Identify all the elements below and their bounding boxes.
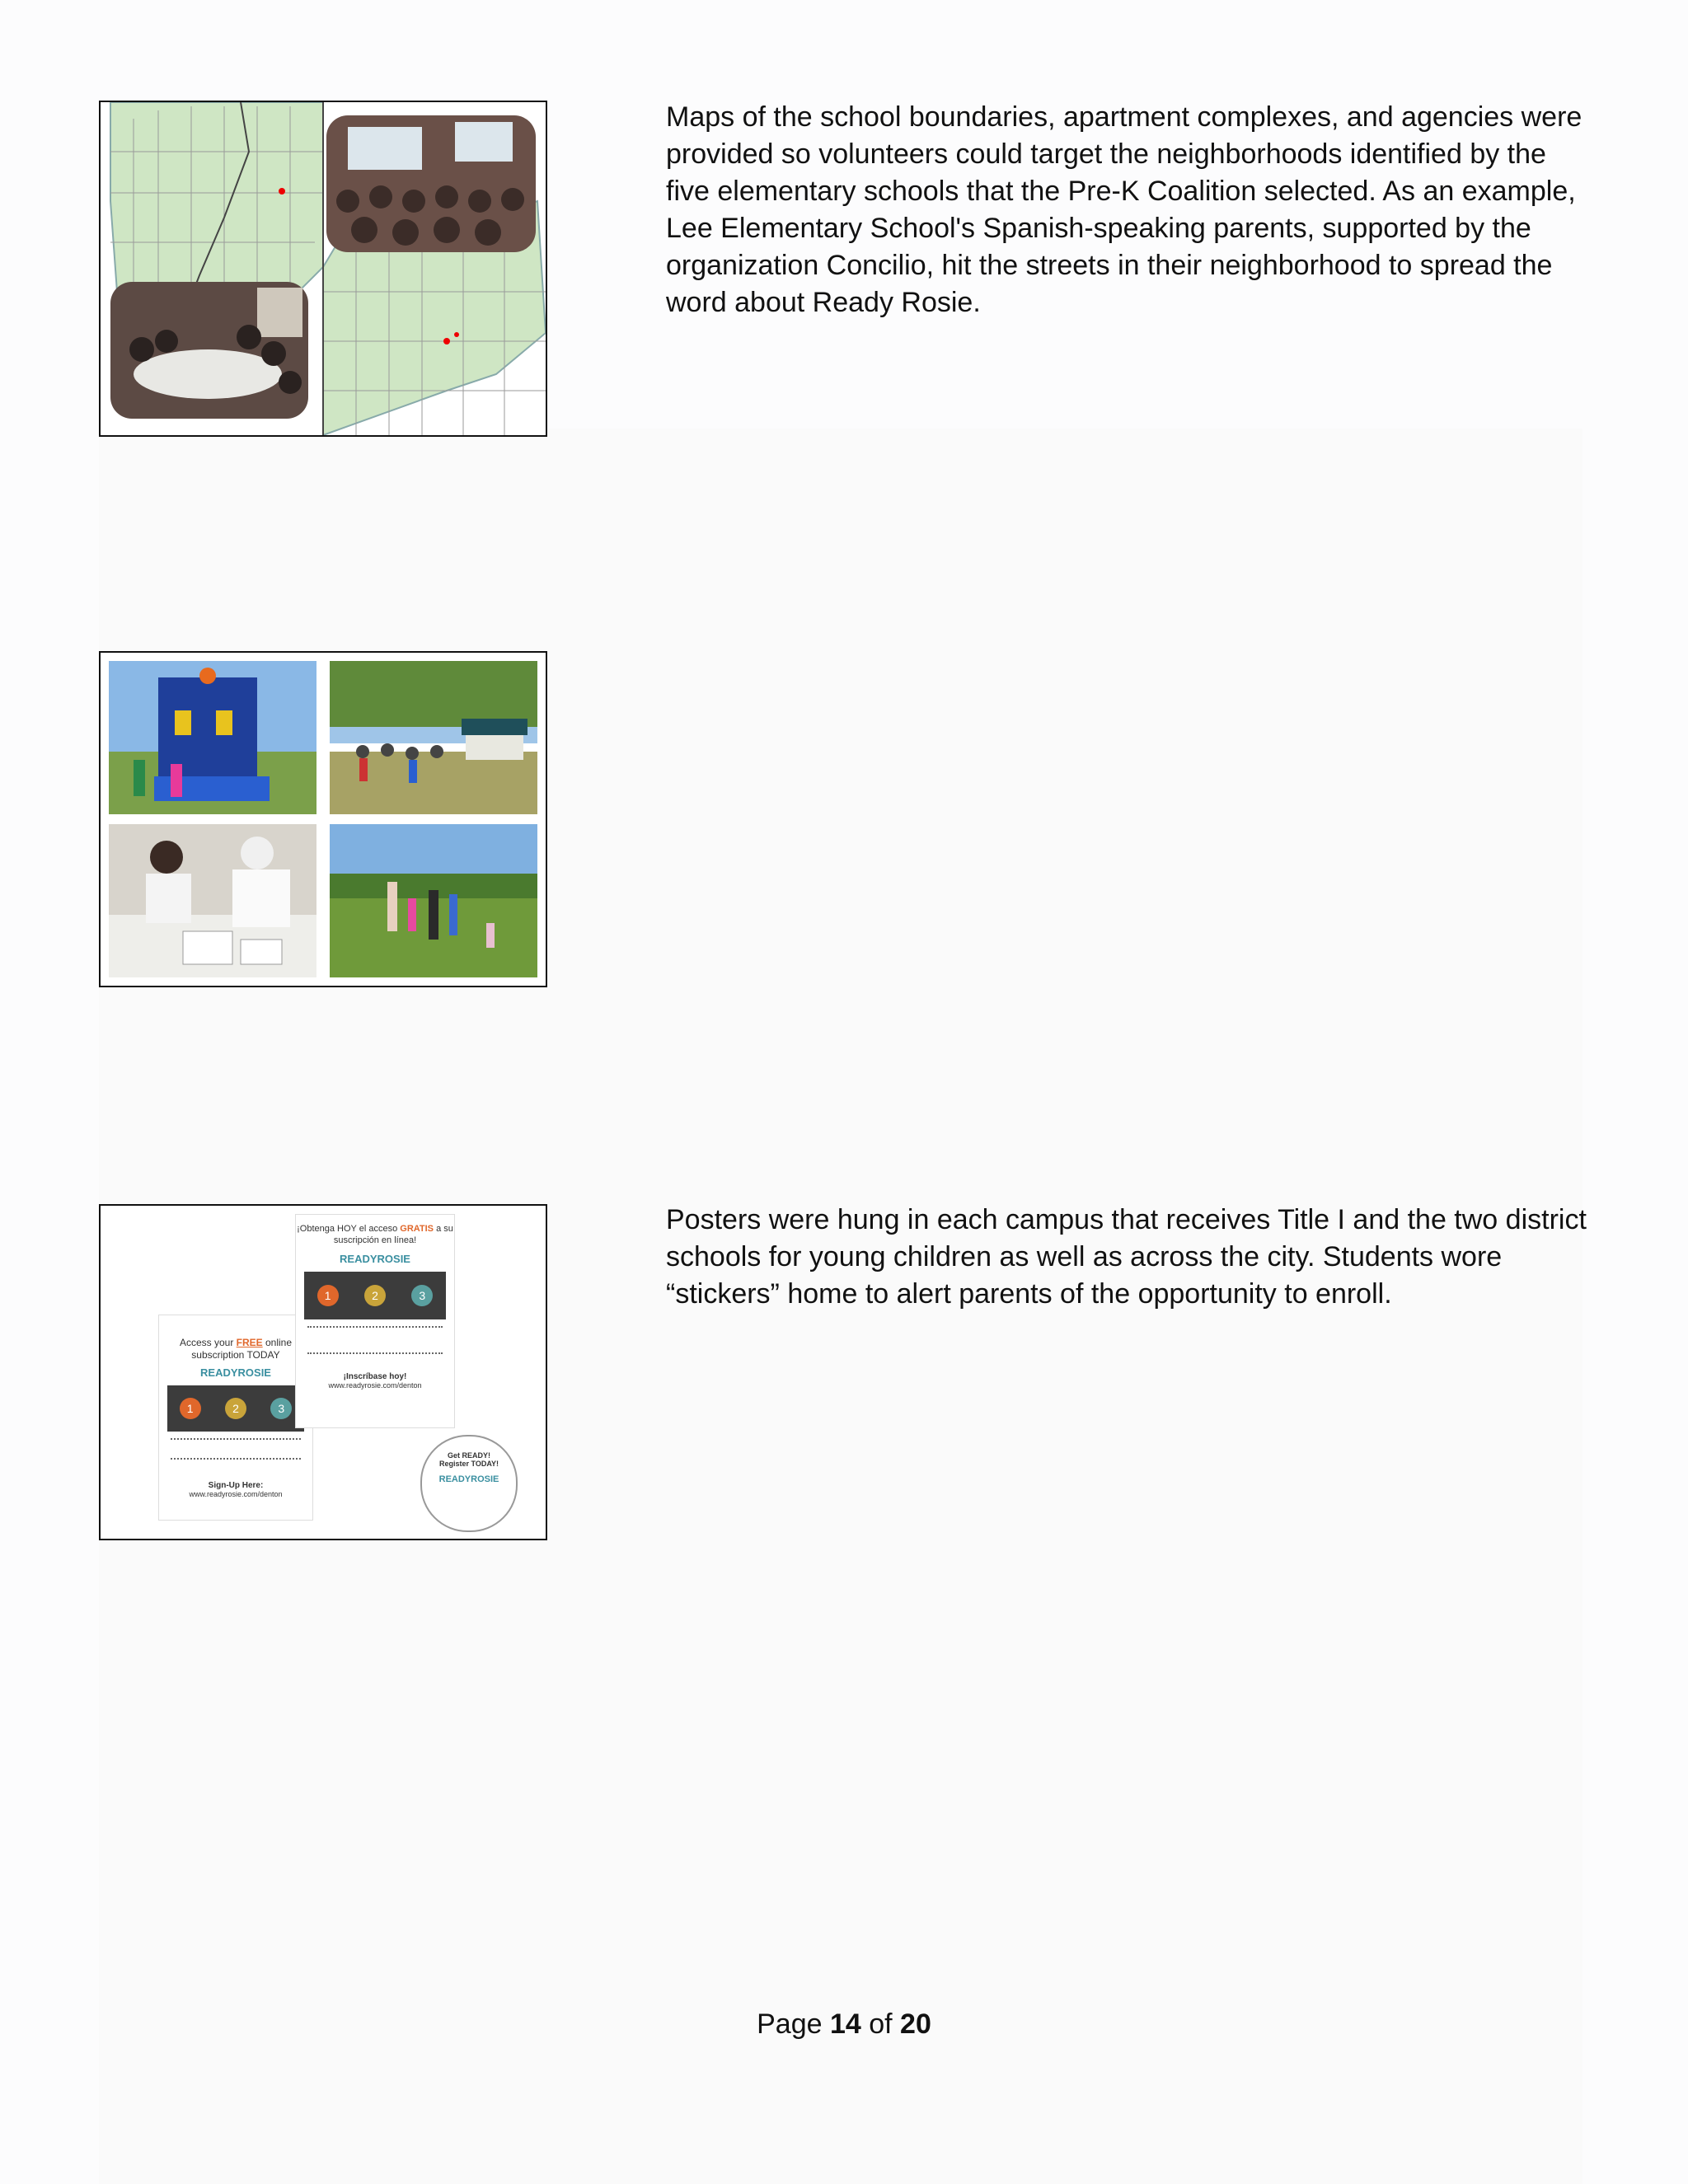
volunteers-table-photo [109, 824, 316, 977]
sticker-line-1: Get READY! [447, 1451, 490, 1460]
total-pages-number: 20 [900, 2008, 931, 2040]
english-poster-heading: Access your FREE online subscription TODAY [179, 1337, 293, 1361]
spanish-poster-steps [304, 1272, 446, 1319]
page-number-footer: Page 14 of 20 [757, 2008, 931, 2040]
step-3-badge: 3 [411, 1285, 433, 1306]
posters-figure [99, 1204, 547, 1540]
sticker-logo: READYROSIE [438, 1474, 499, 1484]
sticker-line-2: Register TODAY! [438, 1460, 499, 1468]
spanish-poster-logo: READYROSIE [340, 1253, 410, 1265]
map-collage-figure [99, 101, 547, 437]
posters-paragraph: Posters were hung in each campus that receives Title I and the two district schools for young children as well as across the city. Students wore “stickers” home to alert parents of the opportunity to enroll. [666, 1204, 1587, 1310]
english-poster-logo: READYROSIE [200, 1366, 271, 1379]
step-2-badge: 2 [364, 1285, 386, 1306]
field-activity-photo [330, 824, 537, 977]
spanish-poster-bullets [307, 1326, 443, 1354]
english-poster [158, 1315, 313, 1521]
step-1-badge: 1 [180, 1398, 201, 1419]
english-poster-signup: Sign-Up Here: [208, 1481, 264, 1490]
event-photos-figure [99, 651, 547, 987]
school-boundary-map [101, 102, 546, 435]
spanish-poster-heading: ¡Obtenga HOY el acceso GRATIS a su suscripción en línea! [297, 1224, 453, 1245]
maps-paragraph: Maps of the school boundaries, apartment complexes, and agencies were provided so volunteers could target the neighborhoods identified by the five elementary schools that the Pre-K Coalition selected. As an example, Lee Elementary School's Spanish-speaking parents, supported by the organization Concilio, hit the streets in their neighborhood to spread the word about Ready Rosie. [666, 101, 1582, 318]
bounce-house-photo [109, 661, 316, 814]
spanish-poster [295, 1214, 455, 1428]
spanish-poster-signup: ¡Inscríbase hoy! [343, 1372, 407, 1381]
spanish-poster-url: www.readyrosie.com/denton [328, 1381, 422, 1390]
step-2-badge: 2 [225, 1398, 246, 1419]
register-sticker [420, 1435, 518, 1532]
current-page-number: 14 [829, 2008, 861, 2040]
step-3-badge: 3 [270, 1398, 292, 1419]
english-poster-url: www.readyrosie.com/denton [189, 1490, 283, 1498]
english-poster-bullets [171, 1438, 301, 1460]
step-1-badge: 1 [317, 1285, 339, 1306]
english-poster-steps [167, 1385, 304, 1432]
park-tents-photo [330, 661, 537, 814]
